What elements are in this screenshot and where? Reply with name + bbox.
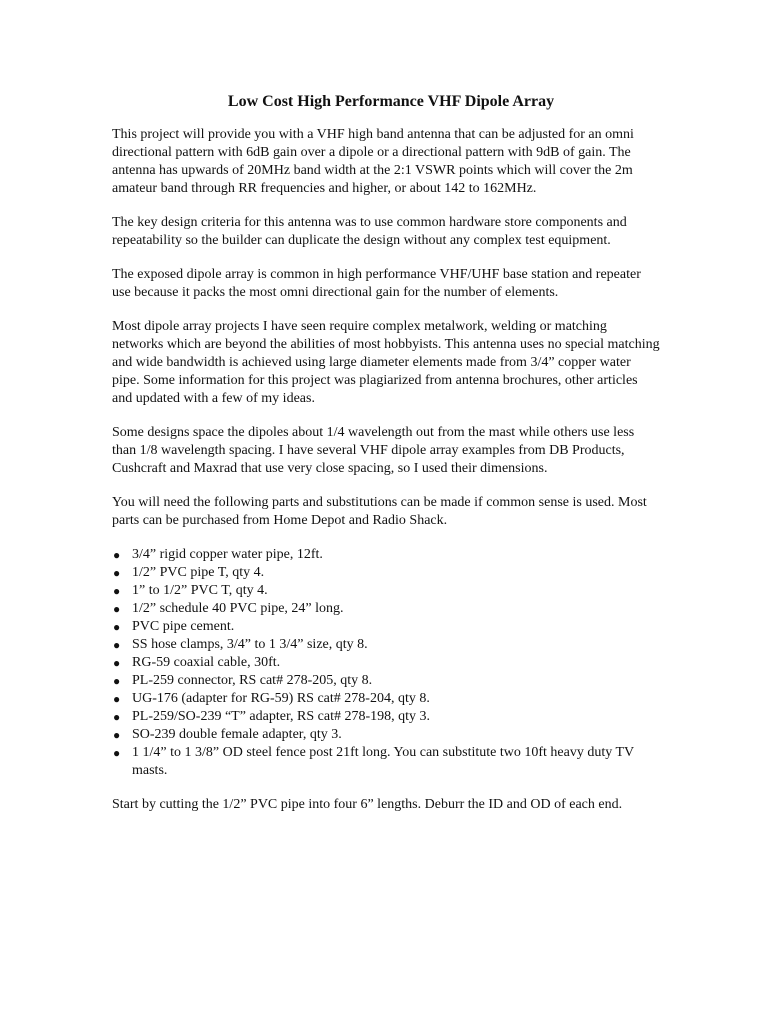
list-item: [112, 636, 660, 654]
bullet-icon: ●: [113, 674, 121, 688]
list-item: [112, 582, 660, 600]
design-criteria-paragraph: The key design criteria for this antenna was to use common hardware store components and repeatability so the builder can duplicate the design without any complex test equipment.: [112, 215, 627, 248]
bullet-icon: ●: [113, 566, 121, 580]
list-item-text: 1 1/4” to 1 3/8” OD steel fence post 21ft long. You can substitute two 10ft heavy duty TV masts.: [132, 745, 634, 778]
list-item-text: PL-259 connector, RS cat# 278-205, qty 8.: [132, 673, 373, 688]
bullet-icon: ●: [113, 710, 121, 724]
list-item-text: RG-59 coaxial cable, 30ft.: [132, 655, 281, 670]
document-title: Low Cost High Performance VHF Dipole Array: [227, 93, 555, 110]
bullet-icon: ●: [113, 548, 121, 562]
list-item: [112, 600, 660, 618]
list-item: [112, 546, 660, 564]
intro-paragraph: This project will provide you with a VHF high band antenna that can be adjusted for an omni directional pattern with 6dB gain over a dipole or a directional pattern with 9dB of gain. The antenna has upwards of 20MHz band width at the 2:1 VSWR points which will cover the 2m amateur band through RR frequencies and higher, or about 142 to 162MHz.: [112, 127, 634, 196]
projects-paragraph: Most dipole array projects I have seen require complex metalwork, welding or matching networks which are beyond the abilities of most hobbyists. This antenna uses no special matching and wide bandwidth is achieved using large diameter elements made from 3/4” copper water pipe. Some information for this project was plagiarized from antenna brochures, other articles and updated with a few of my ideas.: [112, 319, 660, 406]
list-item: [112, 690, 660, 708]
bullet-icon: ●: [113, 656, 121, 670]
list-item-text: UG-176 (adapter for RG-59) RS cat# 278-204, qty 8.: [132, 691, 430, 706]
list-item: [112, 726, 660, 744]
list-item-text: PVC pipe cement.: [132, 619, 235, 634]
list-item-text: 1” to 1/2” PVC T, qty 4.: [132, 583, 268, 598]
list-item: [112, 564, 660, 582]
exposed-array-paragraph: The exposed dipole array is common in high performance VHF/UHF base station and repeater use because it packs the most omni directional gain for the number of elements.: [112, 267, 641, 300]
parts-intro-paragraph: You will need the following parts and substitutions can be made if common sense is used. Most parts can be purchased from Home Depot and Radio Shack.: [112, 495, 647, 528]
list-item-text: SO-239 double female adapter, qty 3.: [132, 727, 342, 742]
list-item: [112, 654, 660, 672]
list-item: [112, 708, 660, 726]
list-item: [112, 744, 660, 780]
closing-paragraph: Start by cutting the 1/2” PVC pipe into four 6” lengths. Deburr the ID and OD of each end.: [112, 797, 623, 812]
list-item-text: 1/2” PVC pipe T, qty 4.: [132, 565, 265, 580]
list-item: [112, 618, 660, 636]
list-item-text: PL-259/SO-239 “T” adapter, RS cat# 278-198, qty 3.: [132, 709, 431, 724]
spacing-paragraph: Some designs space the dipoles about 1/4 wavelength out from the mast while others use less than 1/8 wavelength spacing. I have several VHF dipole array examples from DB Products, Cushcraft and Maxrad that use very close spacing, so I used their dimensions.: [112, 425, 635, 476]
bullet-icon: ●: [113, 692, 121, 706]
document-page: [112, 92, 660, 830]
list-item-text: SS hose clamps, 3/4” to 1 3/4” size, qty 8.: [132, 637, 368, 652]
parts-list: [112, 546, 660, 780]
bullet-icon: ●: [113, 602, 121, 616]
bullet-icon: ●: [113, 728, 121, 742]
bullet-icon: ●: [113, 746, 121, 760]
list-item-text: 1/2” schedule 40 PVC pipe, 24” long.: [132, 601, 344, 616]
bullet-icon: ●: [113, 638, 121, 652]
list-item-text: 3/4” rigid copper water pipe, 12ft.: [132, 547, 323, 562]
list-item: [112, 672, 660, 690]
bullet-icon: ●: [113, 620, 121, 634]
bullet-icon: ●: [113, 584, 121, 598]
